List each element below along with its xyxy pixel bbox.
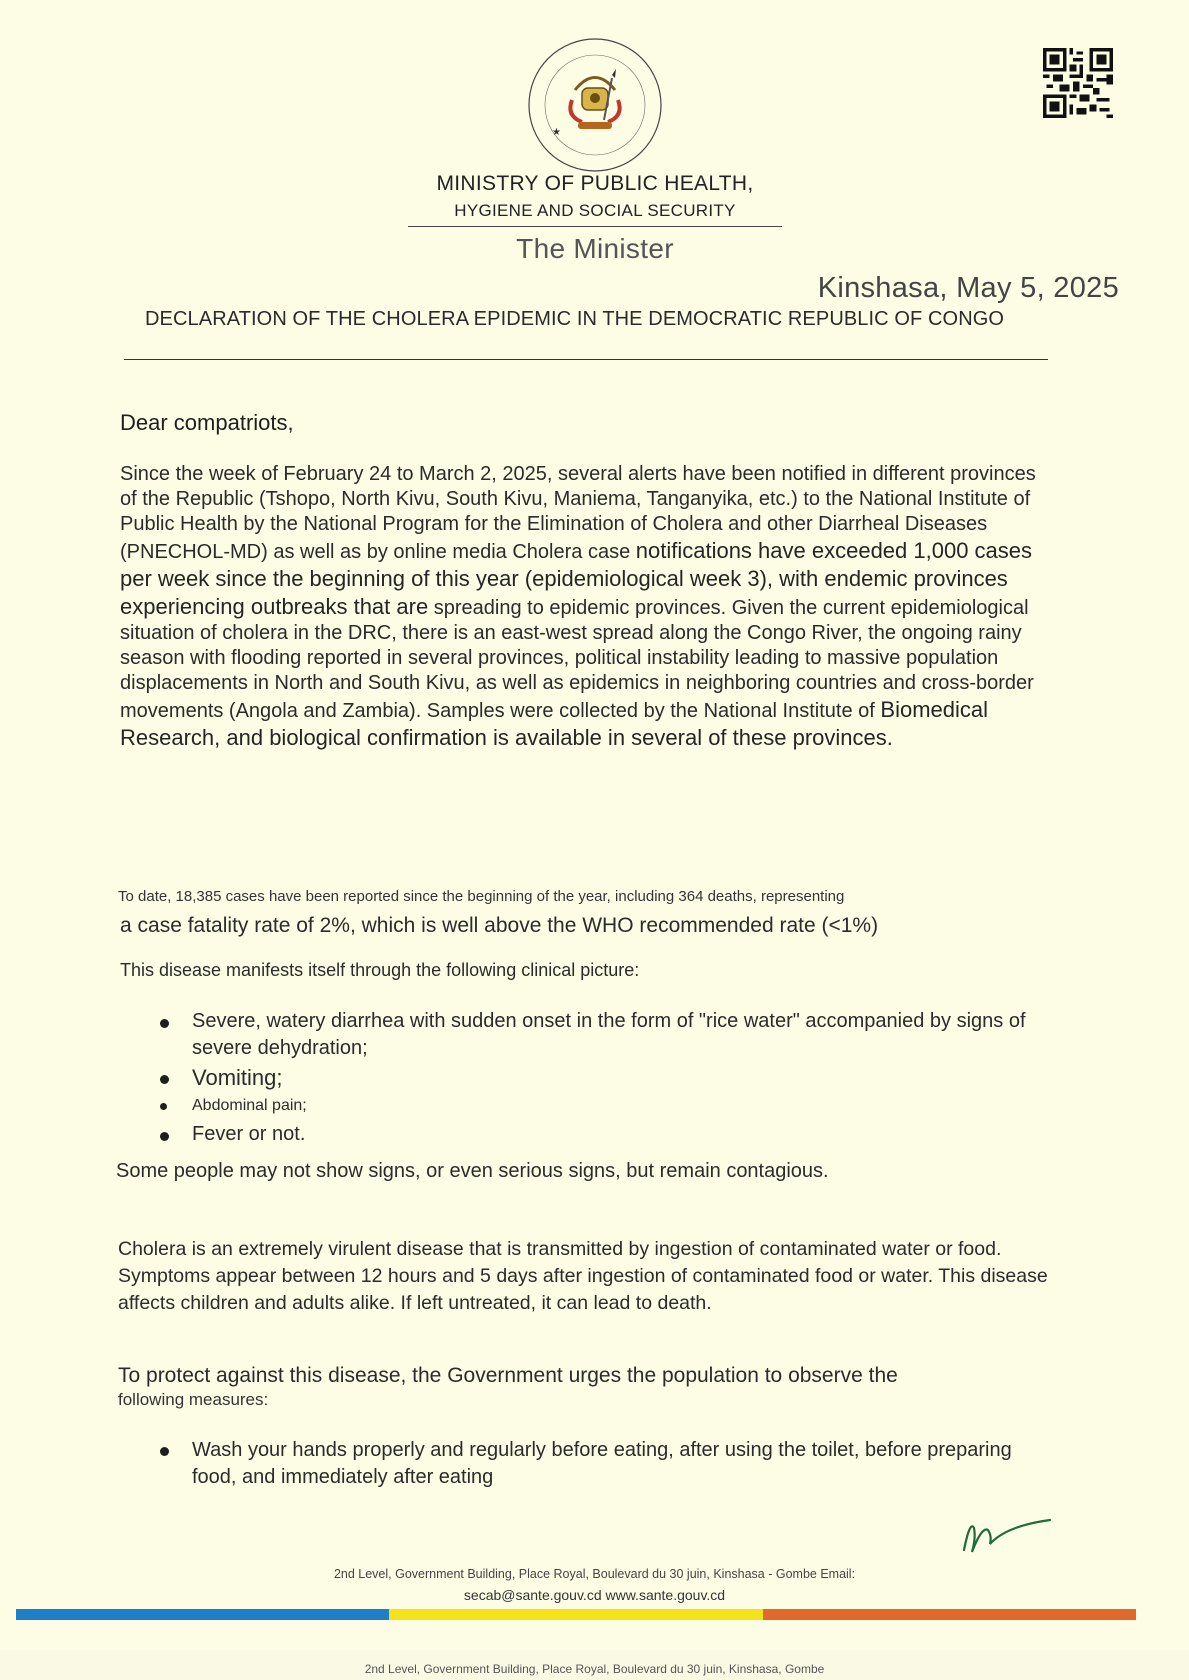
list-item: Abdominal pain;: [120, 1093, 1050, 1119]
flag-band-blue: [16, 1609, 389, 1620]
list-item: Vomiting;: [120, 1064, 1050, 1091]
list-item: Wash your hands properly and regularly before eating, after using the toilet, before preparing food, and immediately after eating: [120, 1437, 1050, 1491]
flag-color-band: [16, 1609, 1136, 1620]
paragraph-alerts-part-2: notifications have exceeded 1,000 cases per week since the beginning of this year (epidemiological week 3), with endemic provinces experiencing outbreaks that are: [120, 538, 1033, 619]
government-seal: [520, 30, 670, 180]
paragraph-alerts: [120, 462, 1040, 752]
cases-statement: To date, 18,385 cases have been reported since the beginning of the year, including 364 deaths, representing: [118, 888, 845, 905]
ministry-name: MINISTRY OF PUBLIC HEALTH,: [436, 172, 754, 195]
minister-title: The Minister: [516, 233, 674, 264]
paragraph-alerts-part-4: Biomedical Research, and biological confirmation is available in several of these provinces.: [120, 697, 988, 750]
declaration-title: DECLARATION OF THE CHOLERA EPIDEMIC IN THE DEMOCRATIC REPUBLIC OF CONGO: [145, 308, 1005, 330]
protection-intro-cont: following measures:: [118, 1390, 269, 1409]
ministry-subtitle: HYGIENE AND SOCIAL SECURITY: [454, 201, 736, 220]
footer-bottom-text: 2nd Level, Government Building, Place Royal, Boulevard du 30 juin, Kinshasa, Gombe: [364, 1662, 825, 1676]
list-item: Fever or not.: [120, 1121, 1050, 1148]
contagious-note: Some people may not show signs, or even serious signs, but remain contagious.: [116, 1160, 829, 1182]
list-item: Severe, watery diarrhea with sudden onset in the form of "rice water" accompanied by signs of severe dehydration;: [120, 1008, 1050, 1062]
place-date: Kinshasa, May 5, 2025: [817, 272, 1119, 304]
salutation: Dear compatriots,: [120, 410, 294, 435]
measures-list: [120, 1437, 1050, 1491]
symptoms-list: [120, 1008, 1050, 1150]
qr-code: [1043, 48, 1113, 118]
paragraph-alerts-part-1: Since the week of February 24 to March 2, 2025, several alerts have been notified in different provinces of the Republic (Tshopo, North Kivu, South Kivu, Maniema, Tanganyika, etc.) to the National Institute of Public Health by the National Program for the Elimination of Cholera and other Diarrheal Diseases (PNECHOL-MD) as well as by online media Cholera case: [120, 463, 1036, 563]
flag-band-yellow: [389, 1609, 762, 1620]
symptoms-intro: This disease manifests itself through the following clinical picture:: [120, 960, 640, 980]
disease-description: Cholera is an extremely virulent disease that is transmitted by ingestion of contaminated water or food. Symptoms appear between 12 hours and 5 days after ingestion of contaminated food or water. This disease affects children and adults alike. If left untreated, it can lead to death.: [118, 1238, 1048, 1314]
title-divider: [124, 359, 1048, 360]
footer-address: 2nd Level, Government Building, Place Royal, Boulevard du 30 juin, Kinshasa - Gombe Email:: [333, 1567, 856, 1581]
fatality-statement: a case fatality rate of 2%, which is well above the WHO recommended rate (<1%): [120, 914, 879, 937]
footer-contacts: secab@sante.gouv.cd www.sante.gouv.cd: [463, 1587, 726, 1603]
svg-text:★: ★: [552, 127, 561, 138]
paragraph-alerts-part-3: spreading to epidemic provinces. Given the current epidemiological situation of cholera in the DRC, there is an east-west spread along the Congo River, the ongoing rainy season with flooding reported in several provinces, political instability leading to massive population displacements in North and South Kivu, as well as epidemics in neighboring countries and cross-border movements (Angola and Zambia). Samples were collected by the National Institute of: [120, 597, 1034, 722]
flag-band-orange: [763, 1609, 1136, 1620]
protection-intro: To protect against this disease, the Government urges the population to observe the: [118, 1364, 898, 1387]
ministry-divider: [408, 226, 782, 227]
signature: [960, 1500, 1060, 1560]
